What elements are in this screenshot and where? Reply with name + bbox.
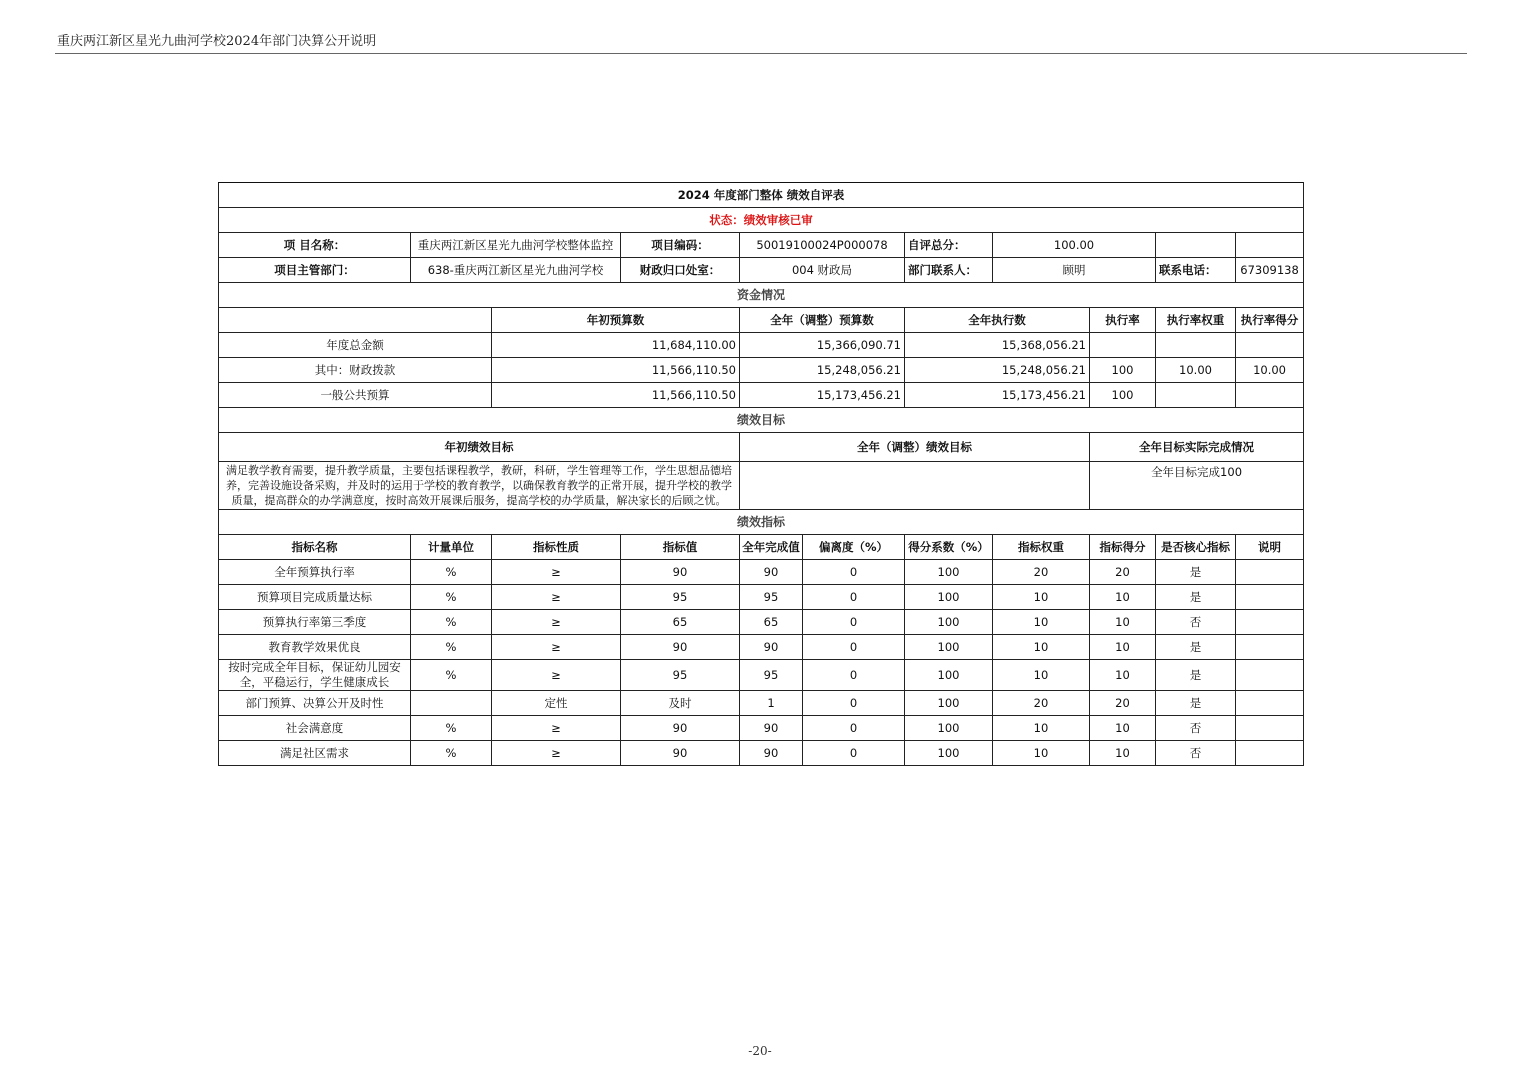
indicator-nature: 定性 xyxy=(492,691,621,716)
phone-value: 67309138 xyxy=(1236,258,1304,283)
project-code-value: 50019100024P000078 xyxy=(740,233,905,258)
indicator-actual: 90 xyxy=(740,741,803,766)
goal-adjusted-text xyxy=(740,462,1090,510)
indicator-score: 10 xyxy=(1090,610,1156,635)
indicator-core: 是 xyxy=(1156,635,1236,660)
indicator-nature: ≥ xyxy=(492,660,621,691)
indicator-score: 10 xyxy=(1090,635,1156,660)
indicator-value: 90 xyxy=(621,716,740,741)
goals-section-heading: 绩效目标 xyxy=(219,408,1304,433)
indicator-unit: % xyxy=(411,585,492,610)
indicator-coef: 100 xyxy=(905,635,993,660)
funds-row-weight xyxy=(1156,333,1236,358)
indicator-weight: 10 xyxy=(993,660,1090,691)
indicator-value: 及时 xyxy=(621,691,740,716)
indicator-row xyxy=(219,610,1304,635)
funds-header-weight: 执行率权重 xyxy=(1156,308,1236,333)
indicator-name: 全年预算执行率 xyxy=(219,560,411,585)
project-name-label: 项 目名称： xyxy=(219,233,411,258)
indicator-actual: 90 xyxy=(740,716,803,741)
indicator-name: 预算项目完成质量达标 xyxy=(219,585,411,610)
indicator-actual: 95 xyxy=(740,585,803,610)
indicator-header-note: 说明 xyxy=(1236,535,1304,560)
indicator-actual: 95 xyxy=(740,660,803,691)
project-code-label: 项目编码： xyxy=(621,233,740,258)
indicator-header-value: 指标值 xyxy=(621,535,740,560)
indicator-core: 是 xyxy=(1156,585,1236,610)
indicator-name: 社会满意度 xyxy=(219,716,411,741)
page-header-title: 重庆两江新区星光九曲河学校2024年部门决算公开说明 xyxy=(57,34,377,49)
indicator-unit: % xyxy=(411,741,492,766)
indicator-name: 预算执行率第三季度 xyxy=(219,610,411,635)
funds-row-adjusted: 15,248,056.21 xyxy=(740,358,905,383)
indicator-unit: % xyxy=(411,610,492,635)
indicator-coef: 100 xyxy=(905,610,993,635)
indicator-note xyxy=(1236,741,1304,766)
indicator-note xyxy=(1236,635,1304,660)
indicator-value: 90 xyxy=(621,741,740,766)
funds-row-initial: 11,566,110.50 xyxy=(492,358,740,383)
indicator-unit: % xyxy=(411,660,492,691)
funds-row-score: 10.00 xyxy=(1236,358,1304,383)
indicator-header-score: 指标得分 xyxy=(1090,535,1156,560)
indicator-deviation: 0 xyxy=(803,716,905,741)
indicator-deviation: 0 xyxy=(803,741,905,766)
funds-section-heading: 资金情况 xyxy=(219,283,1304,308)
goal-header-actual: 全年目标实际完成情况 xyxy=(1090,433,1304,462)
funds-row-initial: 11,566,110.50 xyxy=(492,383,740,408)
indicator-coef: 100 xyxy=(905,585,993,610)
funds-header-adjusted: 全年（调整）预算数 xyxy=(740,308,905,333)
indicator-coef: 100 xyxy=(905,660,993,691)
indicator-unit: % xyxy=(411,560,492,585)
funds-row-score xyxy=(1236,333,1304,358)
indicator-nature: ≥ xyxy=(492,635,621,660)
indicator-header-nature: 指标性质 xyxy=(492,535,621,560)
indicator-core: 是 xyxy=(1156,660,1236,691)
goal-initial-text: 满足教学教育需要，提升教学质量，主要包括课程教学，教研，科研，学生管理等工作，学生思想品德培养，完善设施设备采购，并及时的运用于学校的教育教学，以确保教育教学的正常开展，提升学校的教学质量，提高群众的办学满意度，按时高效开展课后服务，提高学校的办学质量，解决家长的后顾之忧。 xyxy=(219,462,740,510)
funds-row-rate: 100 xyxy=(1090,358,1156,383)
indicator-note xyxy=(1236,716,1304,741)
empty-cell xyxy=(1236,233,1304,258)
funds-row-rate xyxy=(1090,333,1156,358)
indicator-nature: ≥ xyxy=(492,610,621,635)
indicator-note xyxy=(1236,691,1304,716)
funds-row-rate: 100 xyxy=(1090,383,1156,408)
funds-row-score xyxy=(1236,383,1304,408)
funds-header-executed: 全年执行数 xyxy=(905,308,1090,333)
indicator-unit: % xyxy=(411,716,492,741)
indicator-header-coef: 得分系数（%） xyxy=(905,535,993,560)
indicator-score: 20 xyxy=(1090,560,1156,585)
indicator-core: 是 xyxy=(1156,691,1236,716)
indicator-unit xyxy=(411,691,492,716)
indicator-deviation: 0 xyxy=(803,560,905,585)
indicator-row xyxy=(219,716,1304,741)
funds-header-score: 执行率得分 xyxy=(1236,308,1304,333)
indicator-actual: 1 xyxy=(740,691,803,716)
indicator-header-weight: 指标权重 xyxy=(993,535,1090,560)
empty-cell xyxy=(1156,233,1236,258)
phone-label: 联系电话： xyxy=(1156,258,1236,283)
indicator-core: 否 xyxy=(1156,741,1236,766)
indicator-weight: 10 xyxy=(993,610,1090,635)
indicator-row xyxy=(219,635,1304,660)
indicator-score: 10 xyxy=(1090,585,1156,610)
indicator-coef: 100 xyxy=(905,691,993,716)
indicator-row xyxy=(219,560,1304,585)
performance-self-evaluation-table xyxy=(218,182,1304,766)
indicator-header-name: 指标名称 xyxy=(219,535,411,560)
dept-label: 项目主管部门： xyxy=(219,258,411,283)
funds-row-initial: 11,684,110.00 xyxy=(492,333,740,358)
project-name-value: 重庆两江新区星光九曲河学校整体监控 xyxy=(411,233,621,258)
indicator-coef: 100 xyxy=(905,741,993,766)
funds-row-adjusted: 15,366,090.71 xyxy=(740,333,905,358)
dept-value: 638-重庆两江新区星光九曲河学校 xyxy=(411,258,621,283)
indicator-actual: 65 xyxy=(740,610,803,635)
indicator-weight: 20 xyxy=(993,560,1090,585)
funds-row-adjusted: 15,173,456.21 xyxy=(740,383,905,408)
indicator-value: 65 xyxy=(621,610,740,635)
indicator-score: 10 xyxy=(1090,716,1156,741)
funds-row-label: 一般公共预算 xyxy=(219,383,492,408)
indicator-row xyxy=(219,585,1304,610)
funds-row-weight: 10.00 xyxy=(1156,358,1236,383)
finance-office-label: 财政归口处室： xyxy=(621,258,740,283)
contact-label: 部门联系人： xyxy=(905,258,993,283)
indicator-deviation: 0 xyxy=(803,585,905,610)
funds-row xyxy=(219,358,1304,383)
indicator-header-unit: 计量单位 xyxy=(411,535,492,560)
indicator-note xyxy=(1236,610,1304,635)
indicator-coef: 100 xyxy=(905,560,993,585)
indicator-weight: 10 xyxy=(993,635,1090,660)
indicator-deviation: 0 xyxy=(803,635,905,660)
header-divider xyxy=(55,53,1467,54)
goal-header-initial: 年初绩效目标 xyxy=(219,433,740,462)
indicator-deviation: 0 xyxy=(803,691,905,716)
indicator-weight: 20 xyxy=(993,691,1090,716)
indicator-deviation: 0 xyxy=(803,660,905,691)
indicator-name: 部门预算、决算公开及时性 xyxy=(219,691,411,716)
status-text: 状态：绩效审核已审 xyxy=(219,208,1304,233)
goal-actual-text: 全年目标完成100 xyxy=(1090,462,1304,510)
indicator-score: 10 xyxy=(1090,660,1156,691)
indicator-name: 教育教学效果优良 xyxy=(219,635,411,660)
funds-row-weight xyxy=(1156,383,1236,408)
indicator-unit: % xyxy=(411,635,492,660)
goal-header-adjusted: 全年（调整）绩效目标 xyxy=(740,433,1090,462)
indicator-weight: 10 xyxy=(993,716,1090,741)
indicator-nature: ≥ xyxy=(492,716,621,741)
indicator-deviation: 0 xyxy=(803,610,905,635)
funds-row-label: 其中：财政拨款 xyxy=(219,358,492,383)
funds-row-executed: 15,173,456.21 xyxy=(905,383,1090,408)
indicator-score: 10 xyxy=(1090,741,1156,766)
indicator-weight: 10 xyxy=(993,741,1090,766)
indicator-header-deviation: 偏离度（%） xyxy=(803,535,905,560)
indicator-value: 90 xyxy=(621,635,740,660)
funds-row xyxy=(219,333,1304,358)
page-number: -20- xyxy=(748,1044,772,1058)
indicator-note xyxy=(1236,560,1304,585)
self-score-label: 自评总分： xyxy=(905,233,993,258)
indicator-note xyxy=(1236,585,1304,610)
finance-office-value: 004 财政局 xyxy=(740,258,905,283)
indicator-nature: ≥ xyxy=(492,585,621,610)
funds-row-executed: 15,248,056.21 xyxy=(905,358,1090,383)
indicator-core: 是 xyxy=(1156,560,1236,585)
funds-header-rate: 执行率 xyxy=(1090,308,1156,333)
indicator-actual: 90 xyxy=(740,560,803,585)
indicator-actual: 90 xyxy=(740,635,803,660)
indicator-row xyxy=(219,660,1304,691)
indicator-score: 20 xyxy=(1090,691,1156,716)
self-score-value: 100.00 xyxy=(993,233,1156,258)
indicator-value: 95 xyxy=(621,660,740,691)
funds-header-initial: 年初预算数 xyxy=(492,308,740,333)
empty-cell xyxy=(219,308,492,333)
indicator-row xyxy=(219,691,1304,716)
indicator-coef: 100 xyxy=(905,716,993,741)
indicator-header-actual: 全年完成值 xyxy=(740,535,803,560)
indicator-row xyxy=(219,741,1304,766)
indicator-value: 95 xyxy=(621,585,740,610)
indicator-nature: ≥ xyxy=(492,741,621,766)
indicator-nature: ≥ xyxy=(492,560,621,585)
indicator-weight: 10 xyxy=(993,585,1090,610)
funds-row-executed: 15,368,056.21 xyxy=(905,333,1090,358)
indicator-name: 满足社区需求 xyxy=(219,741,411,766)
indicators-section-heading: 绩效指标 xyxy=(219,510,1304,535)
indicator-core: 否 xyxy=(1156,716,1236,741)
funds-row-label: 年度总金额 xyxy=(219,333,492,358)
funds-row xyxy=(219,383,1304,408)
indicator-core: 否 xyxy=(1156,610,1236,635)
contact-value: 顾明 xyxy=(993,258,1156,283)
indicator-name: 按时完成全年目标，保证幼儿园安全，平稳运行，学生健康成长 xyxy=(219,660,411,691)
table-title: 2024 年度部门整体 绩效自评表 xyxy=(219,183,1304,208)
indicator-value: 90 xyxy=(621,560,740,585)
indicator-header-core: 是否核心指标 xyxy=(1156,535,1236,560)
indicator-note xyxy=(1236,660,1304,691)
